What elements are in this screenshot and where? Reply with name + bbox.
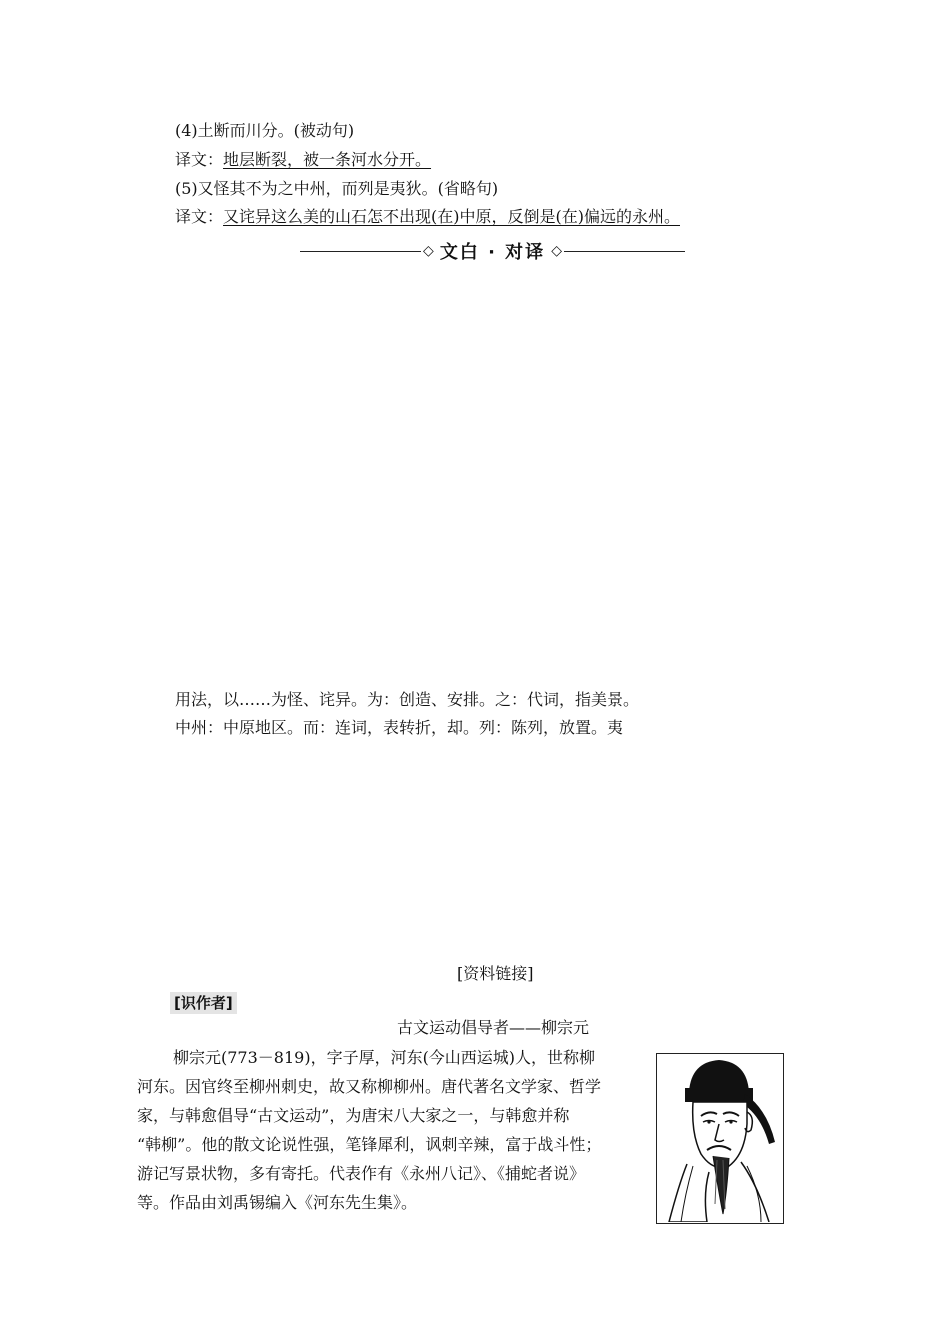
diamond-icon: ◇ — [423, 243, 434, 259]
note-line: 中州：中原地区。而：连词，表转折，却。列：陈列，放置。夷 — [175, 718, 624, 737]
article-title: 古文运动倡导者——柳宗元 — [397, 1018, 590, 1037]
heading-rule-left — [300, 251, 421, 252]
bio-line: 河东。因官终至柳州刺史，故又称柳柳州。唐代著名文学家、哲学 — [137, 1077, 602, 1096]
portrait-image — [656, 1053, 784, 1224]
resource-link-label: [资料链接] — [457, 964, 534, 983]
translation-4 — [175, 149, 431, 171]
bio-line: 柳宗元(773－819)，字子厚，河东(今山西运城)人，世称柳 — [173, 1048, 596, 1067]
translation-text: 又诧异这么美的山石怎不出现(在)中原，反倒是(在)偏远的永州。 — [223, 207, 680, 226]
example-5: (5)又怪其不为之中州，而列是夷狄。(省略句) — [175, 179, 499, 198]
section-heading — [300, 238, 685, 264]
translation-label: 译文： — [175, 207, 224, 226]
bio-line: 等。作品由刘禹锡编入《河东先生集》。 — [137, 1193, 418, 1212]
bio-line: “韩柳”。他的散文论说性强，笔锋犀利，讽刺辛辣，富于战斗性； — [137, 1135, 602, 1154]
example-4: (4)土断而川分。(被动句) — [175, 121, 355, 140]
section-heading-text: 文白 · 对译 — [439, 242, 546, 263]
author-section-tag: [识作者] — [170, 992, 237, 1014]
translation-text: 地层断裂，被一条河水分开。 — [223, 150, 432, 169]
heading-rule-right — [564, 251, 685, 252]
portrait-illustration — [657, 1054, 782, 1222]
bio-line: 游记写景状物，多有寄托。代表作有《永州八记》、《捕蛇者说》 — [137, 1164, 586, 1183]
note-line: 用法，以……为怪、诧异。为：创造、安排。之：代词，指美景。 — [175, 690, 640, 709]
translation-5 — [175, 206, 680, 228]
translation-label: 译文： — [175, 150, 224, 169]
bio-line: 家，与韩愈倡导“古文运动”，为唐宋八大家之一，与韩愈并称 — [137, 1106, 570, 1125]
diamond-icon: ◇ — [551, 243, 562, 259]
